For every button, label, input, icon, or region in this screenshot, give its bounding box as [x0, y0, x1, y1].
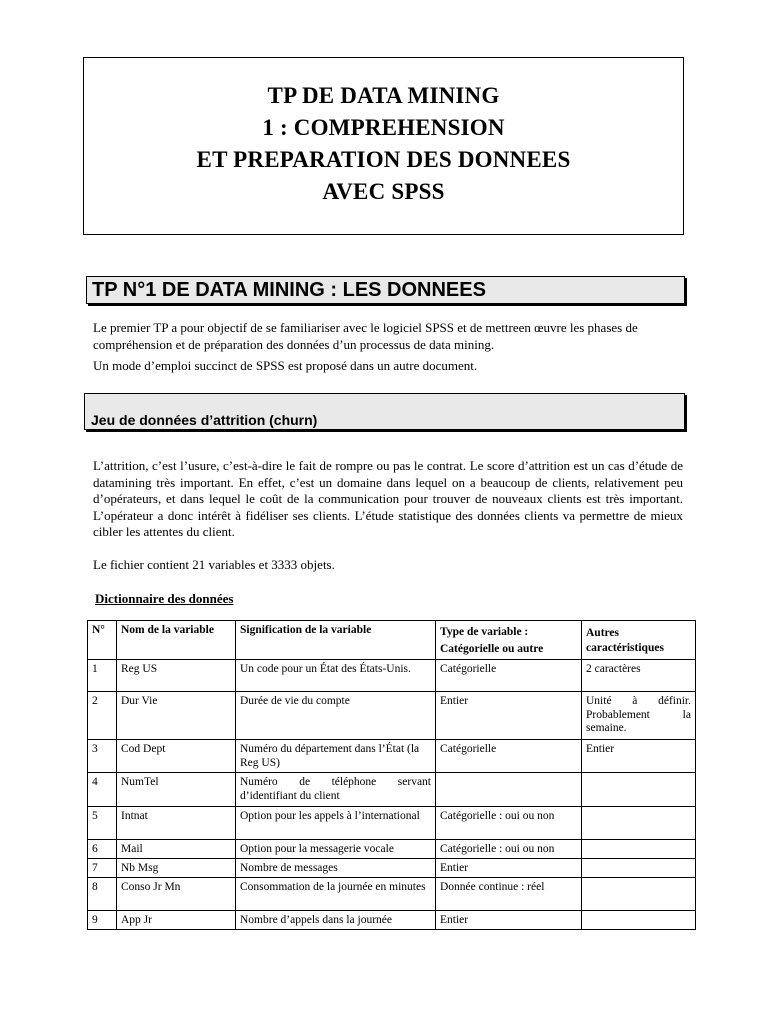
table-cell: 8 [88, 878, 117, 911]
table-row [88, 878, 696, 911]
table-header-row [88, 621, 696, 660]
table-cell: App Jr [117, 911, 236, 930]
table-cell: 4 [88, 773, 117, 807]
table-cell [582, 911, 696, 930]
table-cell: 9 [88, 911, 117, 930]
table-cell [582, 859, 696, 878]
table-cell: Numéro de téléphone servant d’identifiant du client [236, 773, 436, 807]
data-dictionary-table [87, 620, 696, 930]
table-cell: 7 [88, 859, 117, 878]
spss-guide-paragraph: Un mode d’emploi succinct de SPSS est proposé dans un autre document. [93, 358, 478, 373]
document-title-box [83, 57, 684, 235]
table-cell: Cod Dept [117, 740, 236, 773]
table-cell: Numéro du département dans l’État (la Reg US) [236, 740, 436, 773]
table-cell: Intnat [117, 807, 236, 840]
dictionary-title: Dictionnaire des données [95, 591, 234, 606]
table-row [88, 773, 696, 807]
table-cell: Unité à définir. Probablement la semaine. [582, 692, 696, 740]
table-row [88, 692, 696, 740]
table-cell: Entier [436, 859, 582, 878]
table-cell [582, 773, 696, 807]
table-cell [582, 840, 696, 859]
table-cell: Reg US [117, 660, 236, 692]
title-line-3: ET PREPARATION DES DONNEES [196, 147, 571, 172]
table-cell: Nombre de messages [236, 859, 436, 878]
table-cell: 2 [88, 692, 117, 740]
table-cell [436, 773, 582, 807]
header-cell-meaning: Signification de la variable [236, 621, 436, 660]
title-line-2: 1 : COMPREHENSION [262, 115, 505, 140]
table-cell: Conso Jr Mn [117, 878, 236, 911]
table-cell: Catégorielle [436, 660, 582, 692]
attrition-paragraph: L’attrition, c’est l’usure, c’est-à-dire le fait de rompre ou pas le contrat. Le score d’attrition est un cas d’étude de datamining très important. En effet, c’est un domaine dans lequel on a beaucoup de clients, relativement peu d’opérateurs, et dans lequel le coût de la communication pour trouver de nouveaux clients est très important. L’opérateur a donc intérêt à fidéliser ses clients. L’étude statistique des données clients va permettre de mieux cibler les attentes du client. [93, 458, 683, 539]
table-cell: Donnée continue : réel [436, 878, 582, 911]
table-cell: NumTel [117, 773, 236, 807]
table-row [88, 807, 696, 840]
table-cell [582, 878, 696, 911]
header-cell-num: N° [88, 621, 117, 660]
subsection-heading-churn: Jeu de données d’attrition (churn) [84, 393, 685, 430]
table-cell: Catégorielle [436, 740, 582, 773]
intro-paragraph: Le premier TP a pour objectif de se familiariser avec le logiciel SPSS et de mettreen œuvre les phases de compréhension et de préparation des données d’un processus de data mining. [93, 320, 638, 352]
table-cell [582, 807, 696, 840]
table-row [88, 859, 696, 878]
table-cell: 6 [88, 840, 117, 859]
table-cell: Catégorielle : oui ou non [436, 840, 582, 859]
file-info-paragraph: Le fichier contient 21 variables et 3333 objets. [93, 557, 335, 572]
table-row [88, 911, 696, 930]
table-cell: Mail [117, 840, 236, 859]
table-cell: Option pour la messagerie vocale [236, 840, 436, 859]
table-cell: Nb Msg [117, 859, 236, 878]
table-cell: Catégorielle : oui ou non [436, 807, 582, 840]
title-line-1: TP DE DATA MINING [267, 83, 500, 108]
table-row [88, 740, 696, 773]
table-cell: Option pour les appels à l’international [236, 807, 436, 840]
section-heading-donnees: TP N°1 DE DATA MINING : LES DONNEES [86, 276, 685, 304]
table-cell: Entier [582, 740, 696, 773]
table-cell: 1 [88, 660, 117, 692]
title-line-4: AVEC SPSS [322, 179, 445, 204]
table-row [88, 840, 696, 859]
table-cell: 2 caractères [582, 660, 696, 692]
table-cell: Entier [436, 911, 582, 930]
table-cell: Entier [436, 692, 582, 740]
table-cell: Nombre d’appels dans la journée [236, 911, 436, 930]
header-cell-other: Autres caractéristiques [582, 621, 696, 660]
header-cell-type: Type de variable : Catégorielle ou autre [436, 621, 582, 660]
table-cell: 5 [88, 807, 117, 840]
header-cell-name: Nom de la variable [117, 621, 236, 660]
table-cell: Durée de vie du compte [236, 692, 436, 740]
table-cell: Dur Vie [117, 692, 236, 740]
table-cell: Consommation de la journée en minutes [236, 878, 436, 911]
table-cell: Un code pour un État des États-Unis. [236, 660, 436, 692]
table-cell: 3 [88, 740, 117, 773]
table-row [88, 660, 696, 692]
